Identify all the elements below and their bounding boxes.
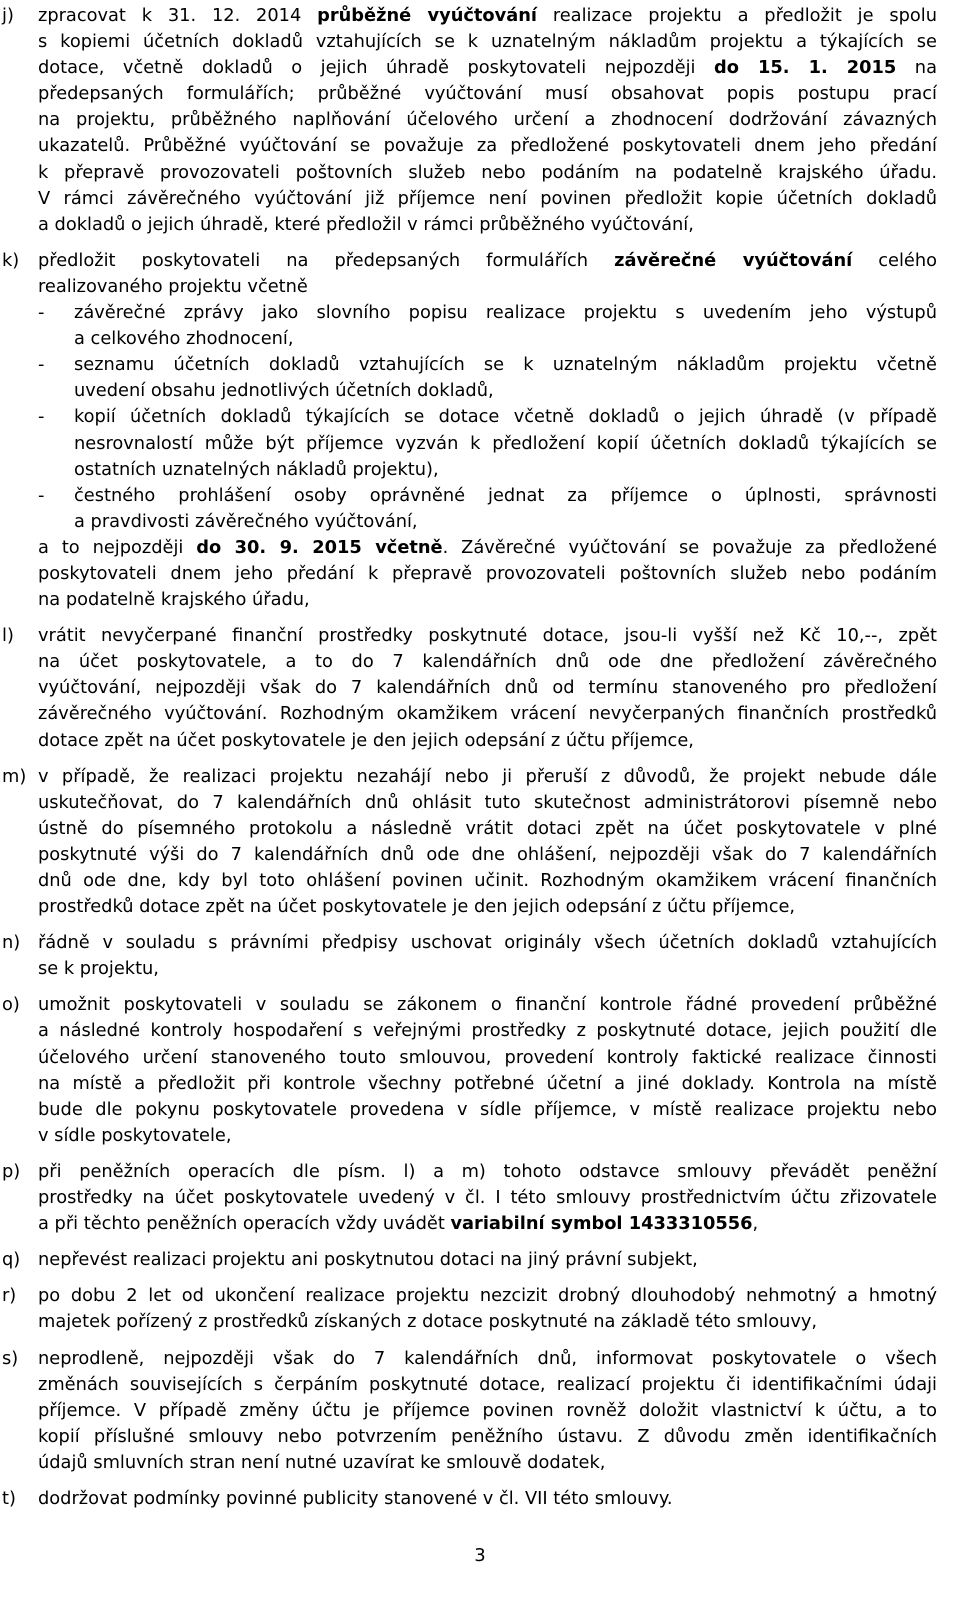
text-line [38,81,937,107]
text-run: poskytovateli dnem jeho předání k přepravě provozovateli poštovních služeb nebo podáním [38,562,937,584]
text-line [38,1283,937,1309]
text-run: . Závěrečné vyúčtování se považuje za předložené [442,536,937,558]
text-line [74,378,937,404]
text-run: dotace zpět na účet poskytovatele je den jejich odepsání z účtu příjemce, [38,729,694,751]
text-line [38,274,937,300]
text-line [38,1398,937,1424]
text-run: po dobu 2 let od ukončení realizace projektu nezcizit drobný dlouhodobý nehmotný a hmotný [38,1285,937,1307]
text-line [74,431,937,457]
page-number: 3 [474,1545,486,1566]
text-run: kopií příslušné smlouvy nebo potvrzením peněžního ústavu. Z důvodu změn identifikačních [38,1425,937,1447]
text-line [74,457,937,483]
text-line [38,587,937,613]
text-line [38,930,937,956]
text-run: prostředky na účet poskytovatele uvedený v čl. I této smlouvy prostřednictvím účtu zřizovatele [38,1187,937,1209]
list-item [2,3,937,238]
text-run: nepřevést realizaci projektu ani poskytnutou dotaci na jiný právní subjekt, [38,1249,698,1271]
text-run: se k projektu, [38,958,159,980]
bold-text-run: variabilní symbol 1433310556 [450,1213,753,1235]
text-line [74,483,937,509]
text-line [38,1309,937,1335]
text-run: ostatních uznatelných nákladů projektu), [74,458,439,480]
text-run: prostředků dotace zpět na účet poskytovatele je den jejich odepsání z účtu příjemce, [38,896,796,918]
text-line [38,1486,937,1512]
item-body [38,1486,937,1512]
item-marker: n) [2,932,21,954]
list-item [2,1159,937,1237]
text-line [38,1424,937,1450]
text-run: a to nejpozději [38,536,197,558]
text-run: účelového určení stanoveného touto smlouvou, provedení kontroly faktické realizace činnosti [38,1046,937,1068]
item-marker: l) [2,625,14,647]
text-line [38,55,937,81]
text-run: dodržovat podmínky povinné publicity stanovené v čl. VII této smlouvy. [38,1487,673,1509]
text-line [38,1450,937,1476]
text-run: neprodleně, nejpozději však do 7 kalendářních dnů, informovat poskytovatele o všech [38,1347,937,1369]
item-body [38,764,937,921]
text-run: uvedení obsahu jednotlivých účetních dokladů, [74,380,494,402]
text-run: k přepravě provozovateli poštovních služeb nebo podáním na podatelně krajského úřadu. [38,161,937,183]
item-marker: r) [2,1285,17,1307]
item-body [38,248,937,613]
item-body [38,1247,937,1273]
text-run: čestného prohlášení osoby oprávněné jednat za příjemce o úplnosti, správnosti [74,484,937,506]
text-line [74,509,937,535]
item-marker: s) [2,1347,19,1369]
text-line [38,1247,937,1273]
text-run: při peněžních operacích dle písm. l) a m) tohoto odstavce smlouvy převádět peněžní [38,1160,937,1182]
text-run: změnách souvisejících s čerpáním poskytnuté dotace, realizací projektu či identifikačními údaji [38,1373,937,1395]
item-body [38,3,937,238]
list-item [2,1346,937,1476]
sub-list-item [38,352,937,404]
text-line [38,186,937,212]
text-line [74,326,937,352]
sub-list-item [38,300,937,352]
text-line [38,992,937,1018]
dash-bullet: - [38,354,45,376]
text-run: ústně do písemného protokolu a následně vrátit dotaci zpět na účet poskytovatele v plné [38,817,937,839]
text-line [38,133,937,159]
text-line [38,701,937,727]
text-line [38,248,937,274]
text-run: předepsaných formulářích; průběžné vyúčtování musí obsahovat popis postupu prací [38,83,937,105]
list-item [2,623,937,753]
dash-bullet: - [38,302,45,324]
text-run: na účet poskytovatele, a to do 7 kalendářních dnů ode dne předložení závěrečného [38,651,937,673]
text-run: a pravdivosti závěrečného vyúčtování, [74,510,418,532]
text-run: kopií účetních dokladů týkajících se dotace včetně dokladů o jejich úhradě (v případě [74,406,937,428]
text-line [38,649,937,675]
text-run: v případě, že realizaci projektu nezahájí nebo ji přeruší z důvodů, že projekt nebude dále [38,765,937,787]
text-run: příjemce. V případě změny účtu je příjemce povinen rovněž doložit vlastnictví k účtu, a to [38,1399,937,1421]
text-line [38,728,937,754]
text-line [38,1018,937,1044]
item-body [38,1283,937,1335]
text-line [38,842,937,868]
text-run: vrátit nevyčerpané finanční prostředky poskytnuté dotace, jsou-li vyšší než Kč 10,--, zpět [38,625,937,647]
text-line [38,561,937,587]
bold-text-run: průběžné vyúčtování [317,5,537,26]
text-run: s kopiemi účetních dokladů vztahujících se k uznatelným nákladům projektu a týkajících se [38,31,937,53]
text-line [38,1372,937,1398]
text-line [74,352,937,378]
text-line [38,29,937,55]
text-run: na projektu, průběžného naplňování účelového určení a zhodnocení dodržování závazných [38,109,937,131]
text-line [38,1185,937,1211]
text-line [38,956,937,982]
text-run: údajů smluvních stran není nutné uzavírat ke smlouvě dodatek, [38,1451,606,1473]
bold-text-run: závěrečné vyúčtování [614,249,853,271]
text-run: dnů ode dne, kdy byl toto ohlášení povinen učinit. Rozhodným okamžikem vrácení finančních [38,870,937,891]
text-line [38,1123,937,1149]
text-run: na [896,57,937,79]
text-run: a dokladů o jejich úhradě, které předložil v rámci průběžného vyúčtování, [38,213,694,235]
item-body [38,623,937,753]
bold-text-run: do 15. 1. 2015 [714,57,897,79]
text-line [74,404,937,430]
text-run: ukazatelů. Průběžné vyúčtování se považuje za předložené poskytovateli dnem jeho předání [38,135,937,157]
text-line [38,868,937,894]
text-run: realizace projektu a předložit je spolu [536,5,937,26]
list-item [2,1283,937,1335]
text-line [38,1045,937,1071]
text-line [38,790,937,816]
text-line [38,764,937,790]
text-run: V rámci závěrečného vyúčtování již příjemce není povinen předložit kopie účetních dokladů [38,187,937,209]
text-run: řádně v souladu s právními předpisy uschovat originály všech účetních dokladů vztahujících [38,932,937,954]
text-line [38,1346,937,1372]
text-line [38,160,937,186]
text-line [38,535,937,561]
item-marker: j) [2,5,14,26]
text-line [38,3,937,29]
dash-bullet: - [38,484,45,506]
sub-list [38,300,937,535]
list-item [2,992,937,1149]
obligations-list [2,3,937,1522]
text-run: vyúčtování, nejpozději však do 7 kalendářních dnů od termínu stanoveného pro předložení [38,677,937,699]
item-marker: t) [2,1487,16,1509]
text-run: realizovaného projektu včetně [38,275,308,297]
text-line [38,816,937,842]
text-run: majetek pořízený z prostředků získaných z dotace poskytnuté na základě této smlouvy, [38,1311,818,1333]
item-marker: m) [2,765,27,787]
text-run: bude dle pokynu poskytovatele provedena v sídle příjemce, v místě realizace projektu nebo [38,1098,937,1120]
text-line [38,675,937,701]
text-run: na podatelně krajského úřadu, [38,589,310,611]
item-marker: p) [2,1160,21,1182]
item-body [38,1346,937,1476]
item-marker: q) [2,1249,21,1271]
text-run: dotace, včetně dokladů o jejich úhradě poskytovateli nejpozději [38,57,715,79]
dash-bullet: - [38,406,45,428]
text-run: předložit poskytovateli na předepsaných formulářích [38,249,615,271]
text-run: , [752,1213,759,1235]
list-item [2,764,937,921]
text-line [38,212,937,238]
text-run: závěrečné zprávy jako slovního popisu realizace projektu s uvedením jeho výstupů [74,302,937,324]
sub-list-item [38,483,937,535]
text-run: na místě a předložit při kontrole všechny potřebné účetní a jiné doklady. Kontrola na místě [38,1072,937,1094]
item-body [38,1159,937,1237]
text-run: a následné kontroly hospodaření s veřejnými prostředky z poskytnuté dotace, jejich použití dle [38,1020,937,1042]
item-body [38,930,937,982]
list-item [2,1247,937,1273]
text-line [38,1211,937,1237]
text-run: seznamu účetních dokladů vztahujících se k uznatelným nákladům projektu včetně [74,354,937,376]
bold-text-run: do 30. 9. 2015 včetně [196,536,443,558]
text-line [38,107,937,133]
text-run: a při těchto peněžních operacích vždy uvádět [38,1213,451,1235]
text-line [38,1071,937,1097]
item-body [38,992,937,1149]
text-line [38,623,937,649]
text-run: celého [852,249,937,271]
text-line [38,1159,937,1185]
text-line [38,894,937,920]
text-run: umožnit poskytovateli v souladu se zákonem o finanční kontrole řádné provedení průběžné [38,994,937,1016]
text-run: a celkového zhodnocení, [74,328,294,350]
text-run: závěrečného vyúčtování. Rozhodným okamžikem vrácení nevyčerpaných finančních prostředků [38,703,937,725]
list-item [2,248,937,613]
text-run: v sídle poskytovatele, [38,1124,232,1146]
item-marker: k) [2,249,20,271]
text-line [38,1097,937,1123]
text-run: poskytnuté výši do 7 kalendářních dnů ode dne ohlášení, nejpozději však do 7 kalendářních [38,843,937,865]
list-item [2,930,937,982]
text-line [74,300,937,326]
list-item [2,1486,937,1512]
text-run: uskutečňovat, do 7 kalendářních dnů ohlásit tuto skutečnost administrátorovi písemně nebo [38,791,937,813]
text-run: zpracovat k 31. 12. 2014 [38,5,318,26]
sub-list-item [38,404,937,482]
text-run: nesrovnalostí může být příjemce vyzván k předložení kopií účetních dokladů týkajících se [74,432,937,454]
item-marker: o) [2,994,20,1016]
